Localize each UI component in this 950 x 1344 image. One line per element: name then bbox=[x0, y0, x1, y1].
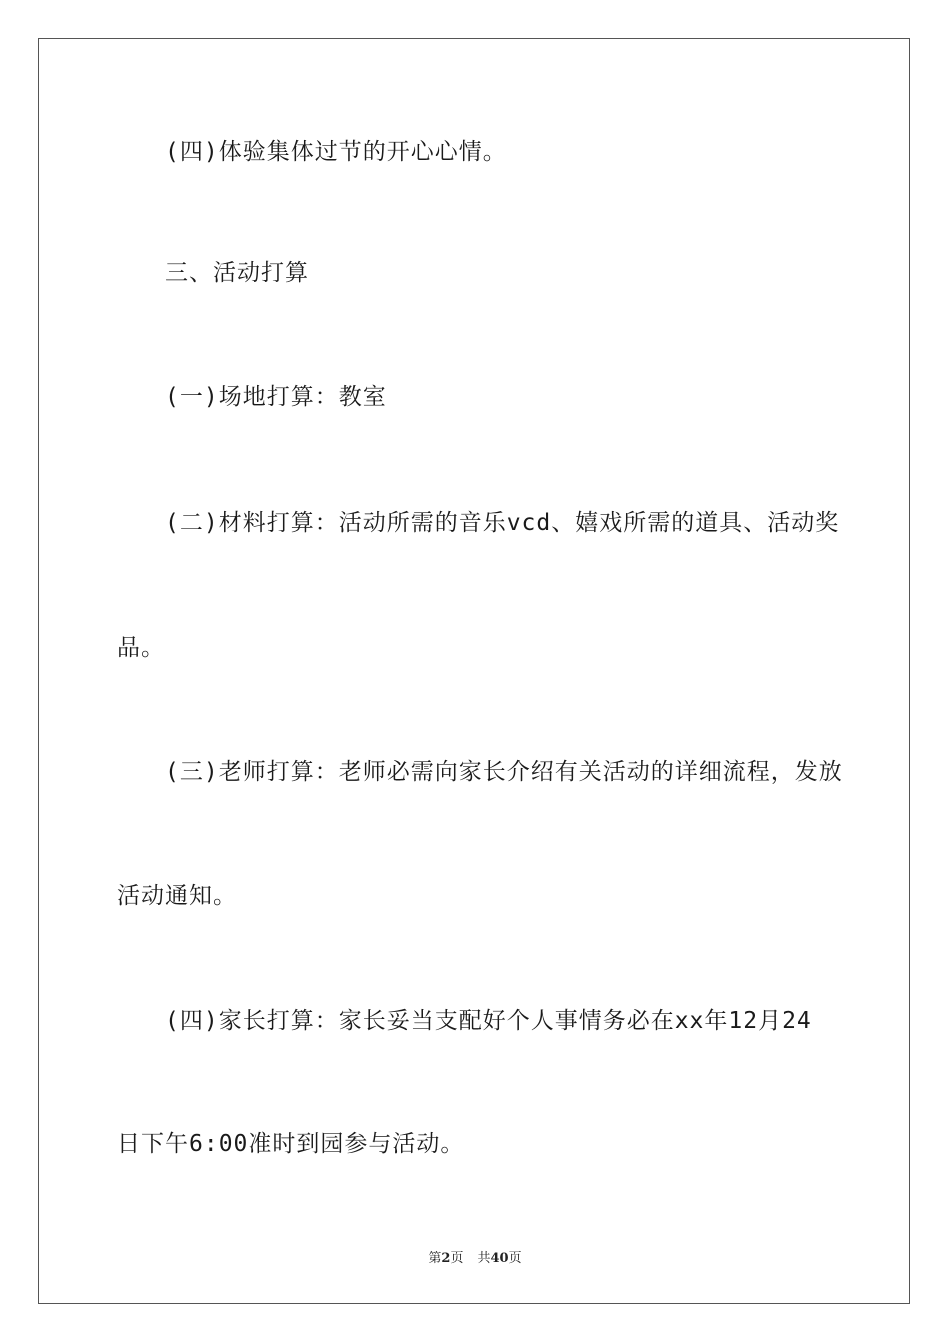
paragraph-line-9: 日下午6:00准时到园参与活动。 bbox=[117, 1131, 465, 1157]
section-heading: 三、活动打算 bbox=[165, 260, 309, 286]
paragraph-line-6: (三)老师打算：老师必需向家长介绍有关活动的详细流程，发放 bbox=[165, 759, 843, 785]
footer-page-number: 2 bbox=[441, 1251, 451, 1266]
paragraph-line-8: (四)家长打算：家长妥当支配好个人事情务必在xx年12月24 bbox=[165, 1008, 812, 1034]
paragraph-line-7: 活动通知。 bbox=[117, 883, 237, 909]
footer-total-pages: 40 bbox=[490, 1251, 509, 1266]
paragraph-line-1: (四)体验集体过节的开心心情。 bbox=[165, 139, 507, 165]
page-footer bbox=[0, 1247, 950, 1266]
paragraph-line-5: 品。 bbox=[117, 635, 165, 661]
footer-total-prefix: 共 bbox=[477, 1251, 491, 1266]
footer-page-prefix: 第 bbox=[428, 1251, 442, 1266]
page-frame bbox=[38, 38, 910, 1304]
paragraph-line-3: (一)场地打算：教室 bbox=[165, 384, 387, 410]
paragraph-line-4: (二)材料打算：活动所需的音乐vcd、嬉戏所需的道具、活动奖 bbox=[165, 510, 840, 536]
footer-total-suffix: 页 bbox=[508, 1251, 522, 1266]
footer-page-suffix: 页 bbox=[450, 1251, 464, 1266]
